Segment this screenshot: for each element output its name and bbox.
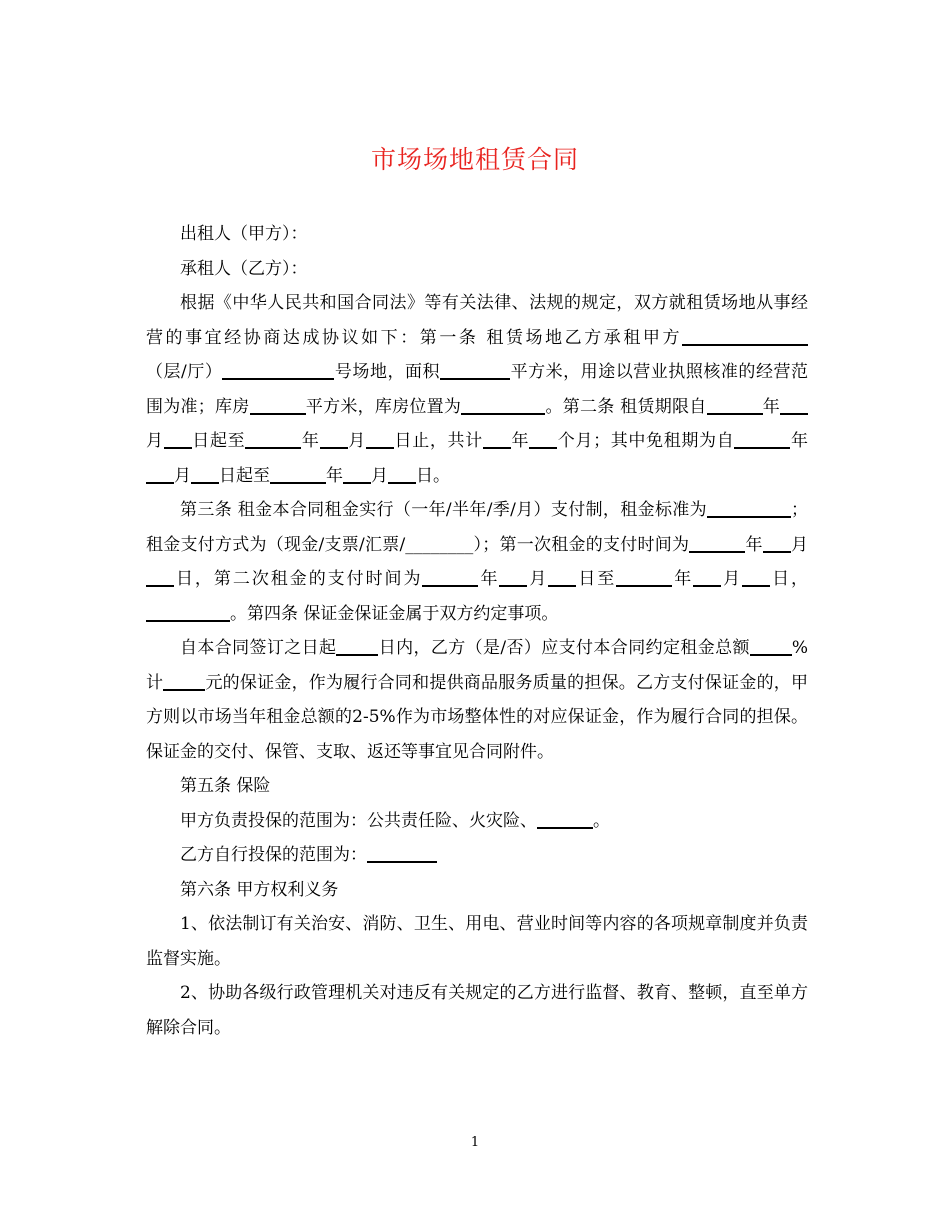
text-segment: 。 (593, 810, 610, 831)
lessee-line: 承租人（乙方）： (180, 258, 308, 279)
text-segment: 日起至 (219, 465, 270, 486)
text-segment: 平方米，用途以营业执照核准的经营范围为准；库房 (146, 362, 808, 417)
text-segment: 。第二条 租赁期限自 (545, 396, 707, 417)
blank-field (750, 636, 792, 656)
text-segment: 月 (790, 534, 809, 555)
blank-field (548, 567, 576, 587)
blank-field (682, 326, 808, 346)
blank-field (245, 429, 301, 449)
blank-field (163, 671, 205, 691)
blank-field (734, 429, 790, 449)
text-segment: 乙方自行投保的范围为： (180, 845, 367, 865)
blank-field (440, 360, 510, 380)
text-segment: 月 (721, 569, 743, 589)
blank-field (689, 533, 745, 553)
blank-field (164, 429, 192, 449)
blank-field (763, 533, 791, 553)
text-segment: 年 (478, 569, 500, 589)
blank-field (529, 429, 557, 449)
blank-field (461, 395, 545, 415)
text-segment: 个月；其中免租期为自 (557, 431, 735, 451)
text-segment: 年 (762, 396, 781, 417)
blank-field (693, 567, 721, 587)
paragraph-rent-terms (146, 493, 808, 631)
text-segment: 月 (174, 465, 191, 486)
text-segment: 甲方负责投保的范围为：公共责任险、火灾险、 (180, 810, 537, 831)
document-title: 市场场地租赁合同 (370, 145, 579, 174)
blank-field (616, 567, 672, 587)
text-segment: 日起至 (191, 431, 246, 451)
paragraph-party-a-insurance (146, 804, 808, 839)
text-segment: 年 (745, 534, 763, 555)
paragraph-item-1: 1、依法制订有关治安、消防、卫生、用电、营业时间等内容的各项规章制度并负责监督实施。 (146, 914, 808, 969)
blank-field (250, 395, 306, 415)
document-body (146, 217, 808, 1045)
blank-field (707, 498, 791, 518)
lessor-line: 出租人（甲方）： (180, 224, 308, 244)
paragraph-deposit (146, 631, 808, 769)
text-segment: （层/厅） (146, 362, 223, 382)
text-segment: 年 (790, 431, 809, 451)
blank-field (343, 464, 371, 484)
blank-field (367, 843, 437, 863)
text-segment: ；租金支付方式为（现金/支票/汇票/________）；第一次租金的支付时间为 (146, 500, 808, 555)
blank-field (336, 636, 378, 656)
text-segment: 月 (146, 431, 164, 451)
paragraph-item-2: 2、协助各级行政管理机关对违反有关规定的乙方进行监督、教育、整顿，直至单方解除合同。 (146, 983, 808, 1038)
text-segment: 日， (770, 569, 809, 589)
text-segment: 。第四条 保证金保证金属于双方约定事项。 (230, 603, 559, 624)
text-segment: 号场地，面积 (334, 362, 441, 382)
text-segment: 年 (301, 431, 320, 451)
paragraph-lease-terms (146, 286, 808, 493)
blank-field (146, 464, 174, 484)
clause-five-heading: 第五条 保险 (180, 776, 271, 796)
blank-field (191, 464, 219, 484)
blank-field (146, 602, 230, 622)
blank-field (366, 429, 394, 449)
blank-field (146, 567, 174, 587)
text-segment: 月 (347, 431, 366, 451)
text-segment: 自本合同签订之日起 (180, 638, 337, 658)
text-segment: 第三条 租金本合同租金实行（一年/半年/季/月）支付制，租金标准为 (180, 500, 707, 520)
text-segment: 年 (326, 465, 343, 486)
blank-field (388, 464, 416, 484)
blank-field (422, 567, 478, 587)
blank-field (222, 360, 334, 380)
text-segment: 日止，共计 (393, 431, 483, 451)
text-segment: 月 (527, 569, 549, 589)
text-segment: 年 (510, 431, 530, 451)
text-segment: 月 (371, 465, 388, 486)
text-segment: 元的保证金，作为履行合同和提供商品服务质量的担保。乙方支付保证金的，甲方则以市场当年租金总额的2-5%作为市场整体性的对应保证金，作为履行合同的担保。保证金的交付、保管、支取、返还等事宜见合同附件。 (146, 672, 809, 762)
text-segment: %计 (146, 638, 808, 693)
blank-field (499, 567, 527, 587)
text-segment: 平方米，库房位置为 (305, 396, 462, 417)
blank-field (537, 809, 593, 829)
page-number: 1 (470, 1135, 480, 1150)
text-segment: 日至 (576, 569, 617, 589)
blank-field (320, 429, 348, 449)
blank-field (270, 464, 326, 484)
text-segment: 日内，乙方（是/否）应支付本合同约定租金总额 (378, 638, 750, 658)
text-segment: 年 (672, 569, 694, 589)
blank-field (780, 395, 808, 415)
clause-six-heading: 第六条 甲方权利义务 (180, 879, 339, 900)
blank-field (483, 429, 511, 449)
text-segment: 日，第二次租金的支付时间为 (174, 569, 423, 589)
text-segment: 日。 (416, 465, 450, 486)
blank-field (707, 395, 763, 415)
blank-field (742, 567, 770, 587)
text-segment: 根据《中华人民共和国合同法》等有关法律、法规的规定，双方就租赁场地从事经营的事宜经协商达成协议如下：第一条 租赁场地乙方承租甲方 (146, 293, 808, 348)
paragraph-party-b-insurance (146, 838, 808, 873)
